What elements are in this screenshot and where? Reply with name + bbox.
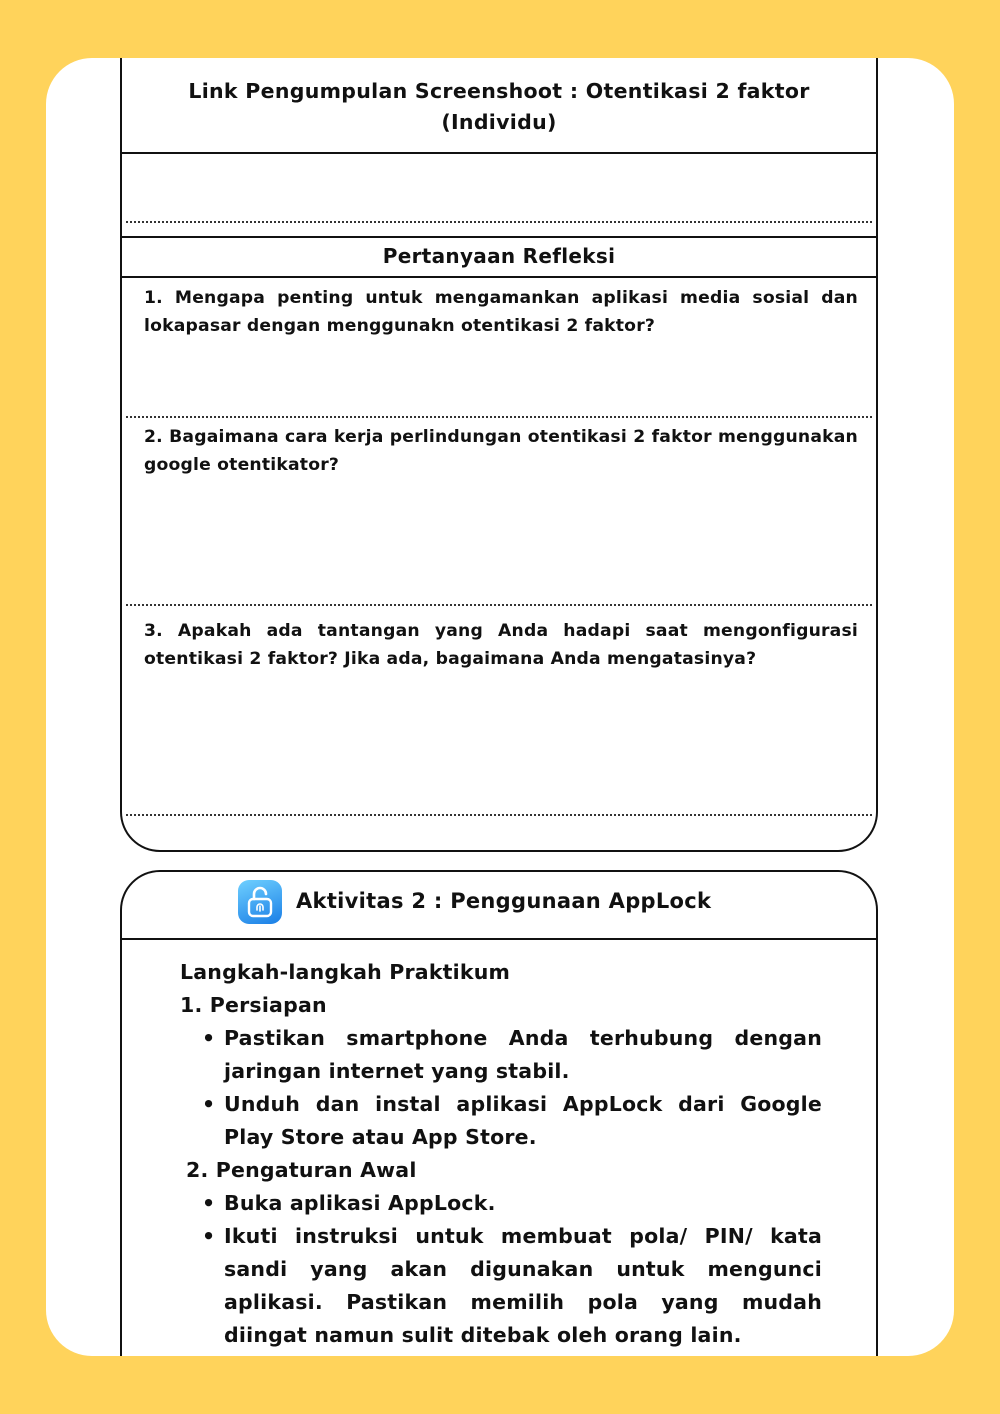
divider xyxy=(122,152,876,154)
submission-title-line1: Link Pengumpulan Screenshoot : Otentikasi 2 faktor xyxy=(188,79,810,103)
step-2-list xyxy=(180,1187,822,1352)
activity-header xyxy=(122,872,876,938)
reflection-heading: Pertanyaan Refleksi xyxy=(382,244,616,268)
activity-title: Aktivitas 2 : Penggunaan AppLock xyxy=(296,889,712,913)
divider xyxy=(122,236,876,238)
answer-line-2[interactable] xyxy=(126,604,872,606)
answer-line-1[interactable] xyxy=(126,416,872,418)
reflection-question-2: 2. Bagaimana cara kerja perlindungan otentikasi 2 faktor menggunakan google otentikator? xyxy=(144,427,858,475)
divider xyxy=(122,276,876,278)
steps-heading: Langkah-langkah Praktikum xyxy=(180,960,511,984)
step-1-label: 1. Persiapan xyxy=(180,993,327,1017)
link-answer-line[interactable] xyxy=(126,221,872,223)
reflection-question-1: 1. Mengapa penting untuk mengamankan aplikasi media sosial dan lokapasar dengan menggunakn otentikasi 2 faktor? xyxy=(144,288,858,336)
list-item: • Buka aplikasi AppLock. xyxy=(180,1187,822,1220)
padlock-icon xyxy=(245,885,275,919)
submission-title-line2: (Individu) xyxy=(441,110,557,134)
step-2-label: 2. Pengaturan Awal xyxy=(186,1158,417,1182)
list-item: • Unduh dan instal aplikasi AppLock dari Google Play Store atau App Store. xyxy=(180,1088,822,1154)
step-1-list xyxy=(180,1022,822,1154)
activity-2-card xyxy=(120,870,878,1356)
submission-reflection-card xyxy=(120,58,878,852)
reflection-question-3: 3. Apakah ada tantangan yang Anda hadapi saat mengonfigurasi otentikasi 2 faktor? Jika ada, bagaimana Anda mengatasinya? xyxy=(144,621,858,669)
applock-icon xyxy=(238,880,282,924)
worksheet-page xyxy=(46,58,954,1356)
list-item: • Ikuti instruksi untuk membuat pola/ PIN/ kata sandi yang akan digunakan untuk mengunci aplikasi. Pastikan memilih pola yang mudah diingat namun sulit ditebak oleh orang lain. xyxy=(180,1220,822,1352)
answer-line-3[interactable] xyxy=(126,814,872,816)
list-item: • Pastikan smartphone Anda terhubung dengan jaringan internet yang stabil. xyxy=(180,1022,822,1088)
submission-link-title xyxy=(122,76,876,138)
practicum-steps xyxy=(180,956,822,1352)
divider xyxy=(122,938,876,940)
